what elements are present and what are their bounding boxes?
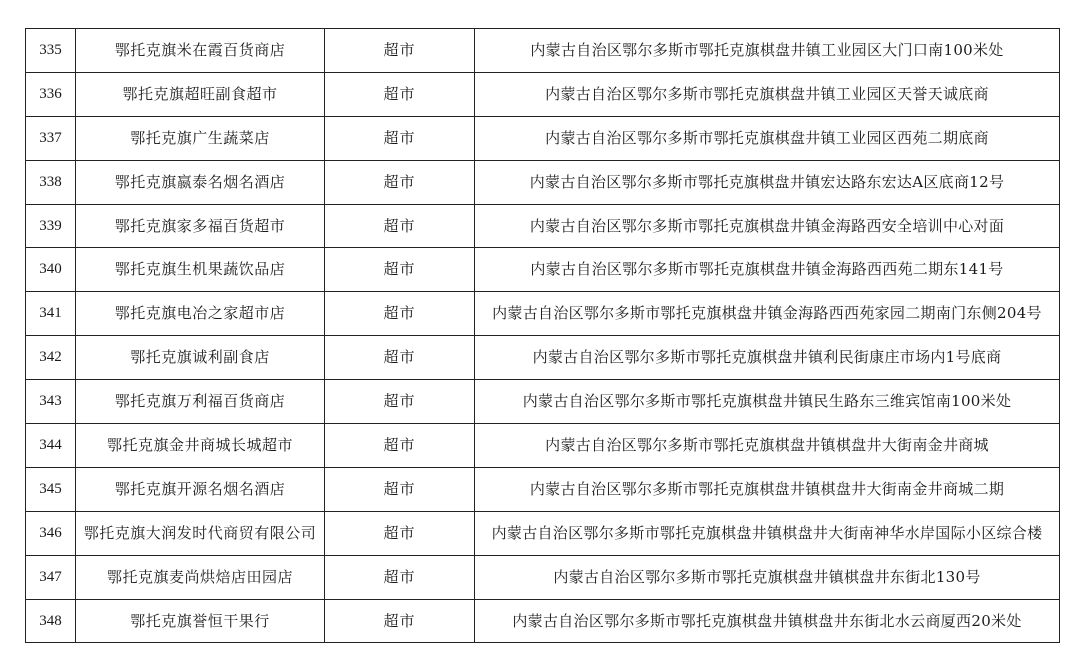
row-number: 335 xyxy=(26,29,76,73)
store-name: 鄂托克旗万利福百货商店 xyxy=(76,380,325,424)
store-name: 鄂托克旗超旺副食超市 xyxy=(76,72,325,116)
store-type: 超市 xyxy=(325,204,475,248)
store-address: 内蒙古自治区鄂尔多斯市鄂托克旗棋盘井镇金海路西安全培训中心对面 xyxy=(475,204,1060,248)
table-row xyxy=(26,116,1060,160)
store-listing-table xyxy=(25,28,1060,643)
store-type: 超市 xyxy=(325,380,475,424)
store-type: 超市 xyxy=(325,336,475,380)
table-row xyxy=(26,160,1060,204)
store-name: 鄂托克旗金井商城长城超市 xyxy=(76,424,325,468)
store-name: 鄂托克旗生机果蔬饮品店 xyxy=(76,248,325,292)
store-type: 超市 xyxy=(325,511,475,555)
store-name: 鄂托克旗嬴泰名烟名酒店 xyxy=(76,160,325,204)
row-number: 346 xyxy=(26,511,76,555)
store-type: 超市 xyxy=(325,555,475,599)
row-number: 344 xyxy=(26,424,76,468)
store-address: 内蒙古自治区鄂尔多斯市鄂托克旗棋盘井镇棋盘井东街北130号 xyxy=(475,555,1060,599)
row-number: 342 xyxy=(26,336,76,380)
store-address: 内蒙古自治区鄂尔多斯市鄂托克旗棋盘井镇工业园区西苑二期底商 xyxy=(475,116,1060,160)
row-number: 340 xyxy=(26,248,76,292)
store-address: 内蒙古自治区鄂尔多斯市鄂托克旗棋盘井镇民生路东三维宾馆南100米处 xyxy=(475,380,1060,424)
store-name: 鄂托克旗誉恒干果行 xyxy=(76,599,325,643)
store-type: 超市 xyxy=(325,72,475,116)
store-name: 鄂托克旗电冶之家超市店 xyxy=(76,292,325,336)
store-address: 内蒙古自治区鄂尔多斯市鄂托克旗棋盘井镇宏达路东宏达A区底商12号 xyxy=(475,160,1060,204)
table-row xyxy=(26,555,1060,599)
table-row xyxy=(26,511,1060,555)
store-type: 超市 xyxy=(325,599,475,643)
table-row xyxy=(26,292,1060,336)
row-number: 347 xyxy=(26,555,76,599)
store-address: 内蒙古自治区鄂尔多斯市鄂托克旗棋盘井镇工业园区天誉天诚底商 xyxy=(475,72,1060,116)
row-number: 341 xyxy=(26,292,76,336)
table-row xyxy=(26,204,1060,248)
store-name: 鄂托克旗大润发时代商贸有限公司 xyxy=(76,511,325,555)
store-name: 鄂托克旗广生蔬菜店 xyxy=(76,116,325,160)
row-number: 343 xyxy=(26,380,76,424)
row-number: 339 xyxy=(26,204,76,248)
store-name: 鄂托克旗家多福百货超市 xyxy=(76,204,325,248)
table-row xyxy=(26,248,1060,292)
store-type: 超市 xyxy=(325,292,475,336)
table-row xyxy=(26,599,1060,643)
store-address: 内蒙古自治区鄂尔多斯市鄂托克旗棋盘井镇利民街康庄市场内1号底商 xyxy=(475,336,1060,380)
store-type: 超市 xyxy=(325,116,475,160)
store-address: 内蒙古自治区鄂尔多斯市鄂托克旗棋盘井镇棋盘井大街南神华水岸国际小区综合楼 xyxy=(475,511,1060,555)
store-address: 内蒙古自治区鄂尔多斯市鄂托克旗棋盘井镇棋盘井大街南金井商城 xyxy=(475,424,1060,468)
row-number: 348 xyxy=(26,599,76,643)
store-address: 内蒙古自治区鄂尔多斯市鄂托克旗棋盘井镇棋盘井大街南金井商城二期 xyxy=(475,467,1060,511)
store-name: 鄂托克旗米在霞百货商店 xyxy=(76,29,325,73)
store-type: 超市 xyxy=(325,248,475,292)
store-name: 鄂托克旗诚利副食店 xyxy=(76,336,325,380)
row-number: 336 xyxy=(26,72,76,116)
store-type: 超市 xyxy=(325,29,475,73)
table-row xyxy=(26,72,1060,116)
store-address: 内蒙古自治区鄂尔多斯市鄂托克旗棋盘井镇棋盘井东街北水云商厦西20米处 xyxy=(475,599,1060,643)
store-address: 内蒙古自治区鄂尔多斯市鄂托克旗棋盘井镇金海路西西苑二期东141号 xyxy=(475,248,1060,292)
table-row xyxy=(26,336,1060,380)
row-number: 338 xyxy=(26,160,76,204)
store-address: 内蒙古自治区鄂尔多斯市鄂托克旗棋盘井镇金海路西西苑家园二期南门东侧204号 xyxy=(475,292,1060,336)
store-name: 鄂托克旗麦尚烘焙店田园店 xyxy=(76,555,325,599)
row-number: 345 xyxy=(26,467,76,511)
row-number: 337 xyxy=(26,116,76,160)
table-row xyxy=(26,424,1060,468)
table-row xyxy=(26,380,1060,424)
store-type: 超市 xyxy=(325,160,475,204)
store-type: 超市 xyxy=(325,424,475,468)
store-address: 内蒙古自治区鄂尔多斯市鄂托克旗棋盘井镇工业园区大门口南100米处 xyxy=(475,29,1060,73)
store-type: 超市 xyxy=(325,467,475,511)
store-name: 鄂托克旗开源名烟名酒店 xyxy=(76,467,325,511)
table-row xyxy=(26,29,1060,73)
table-row xyxy=(26,467,1060,511)
